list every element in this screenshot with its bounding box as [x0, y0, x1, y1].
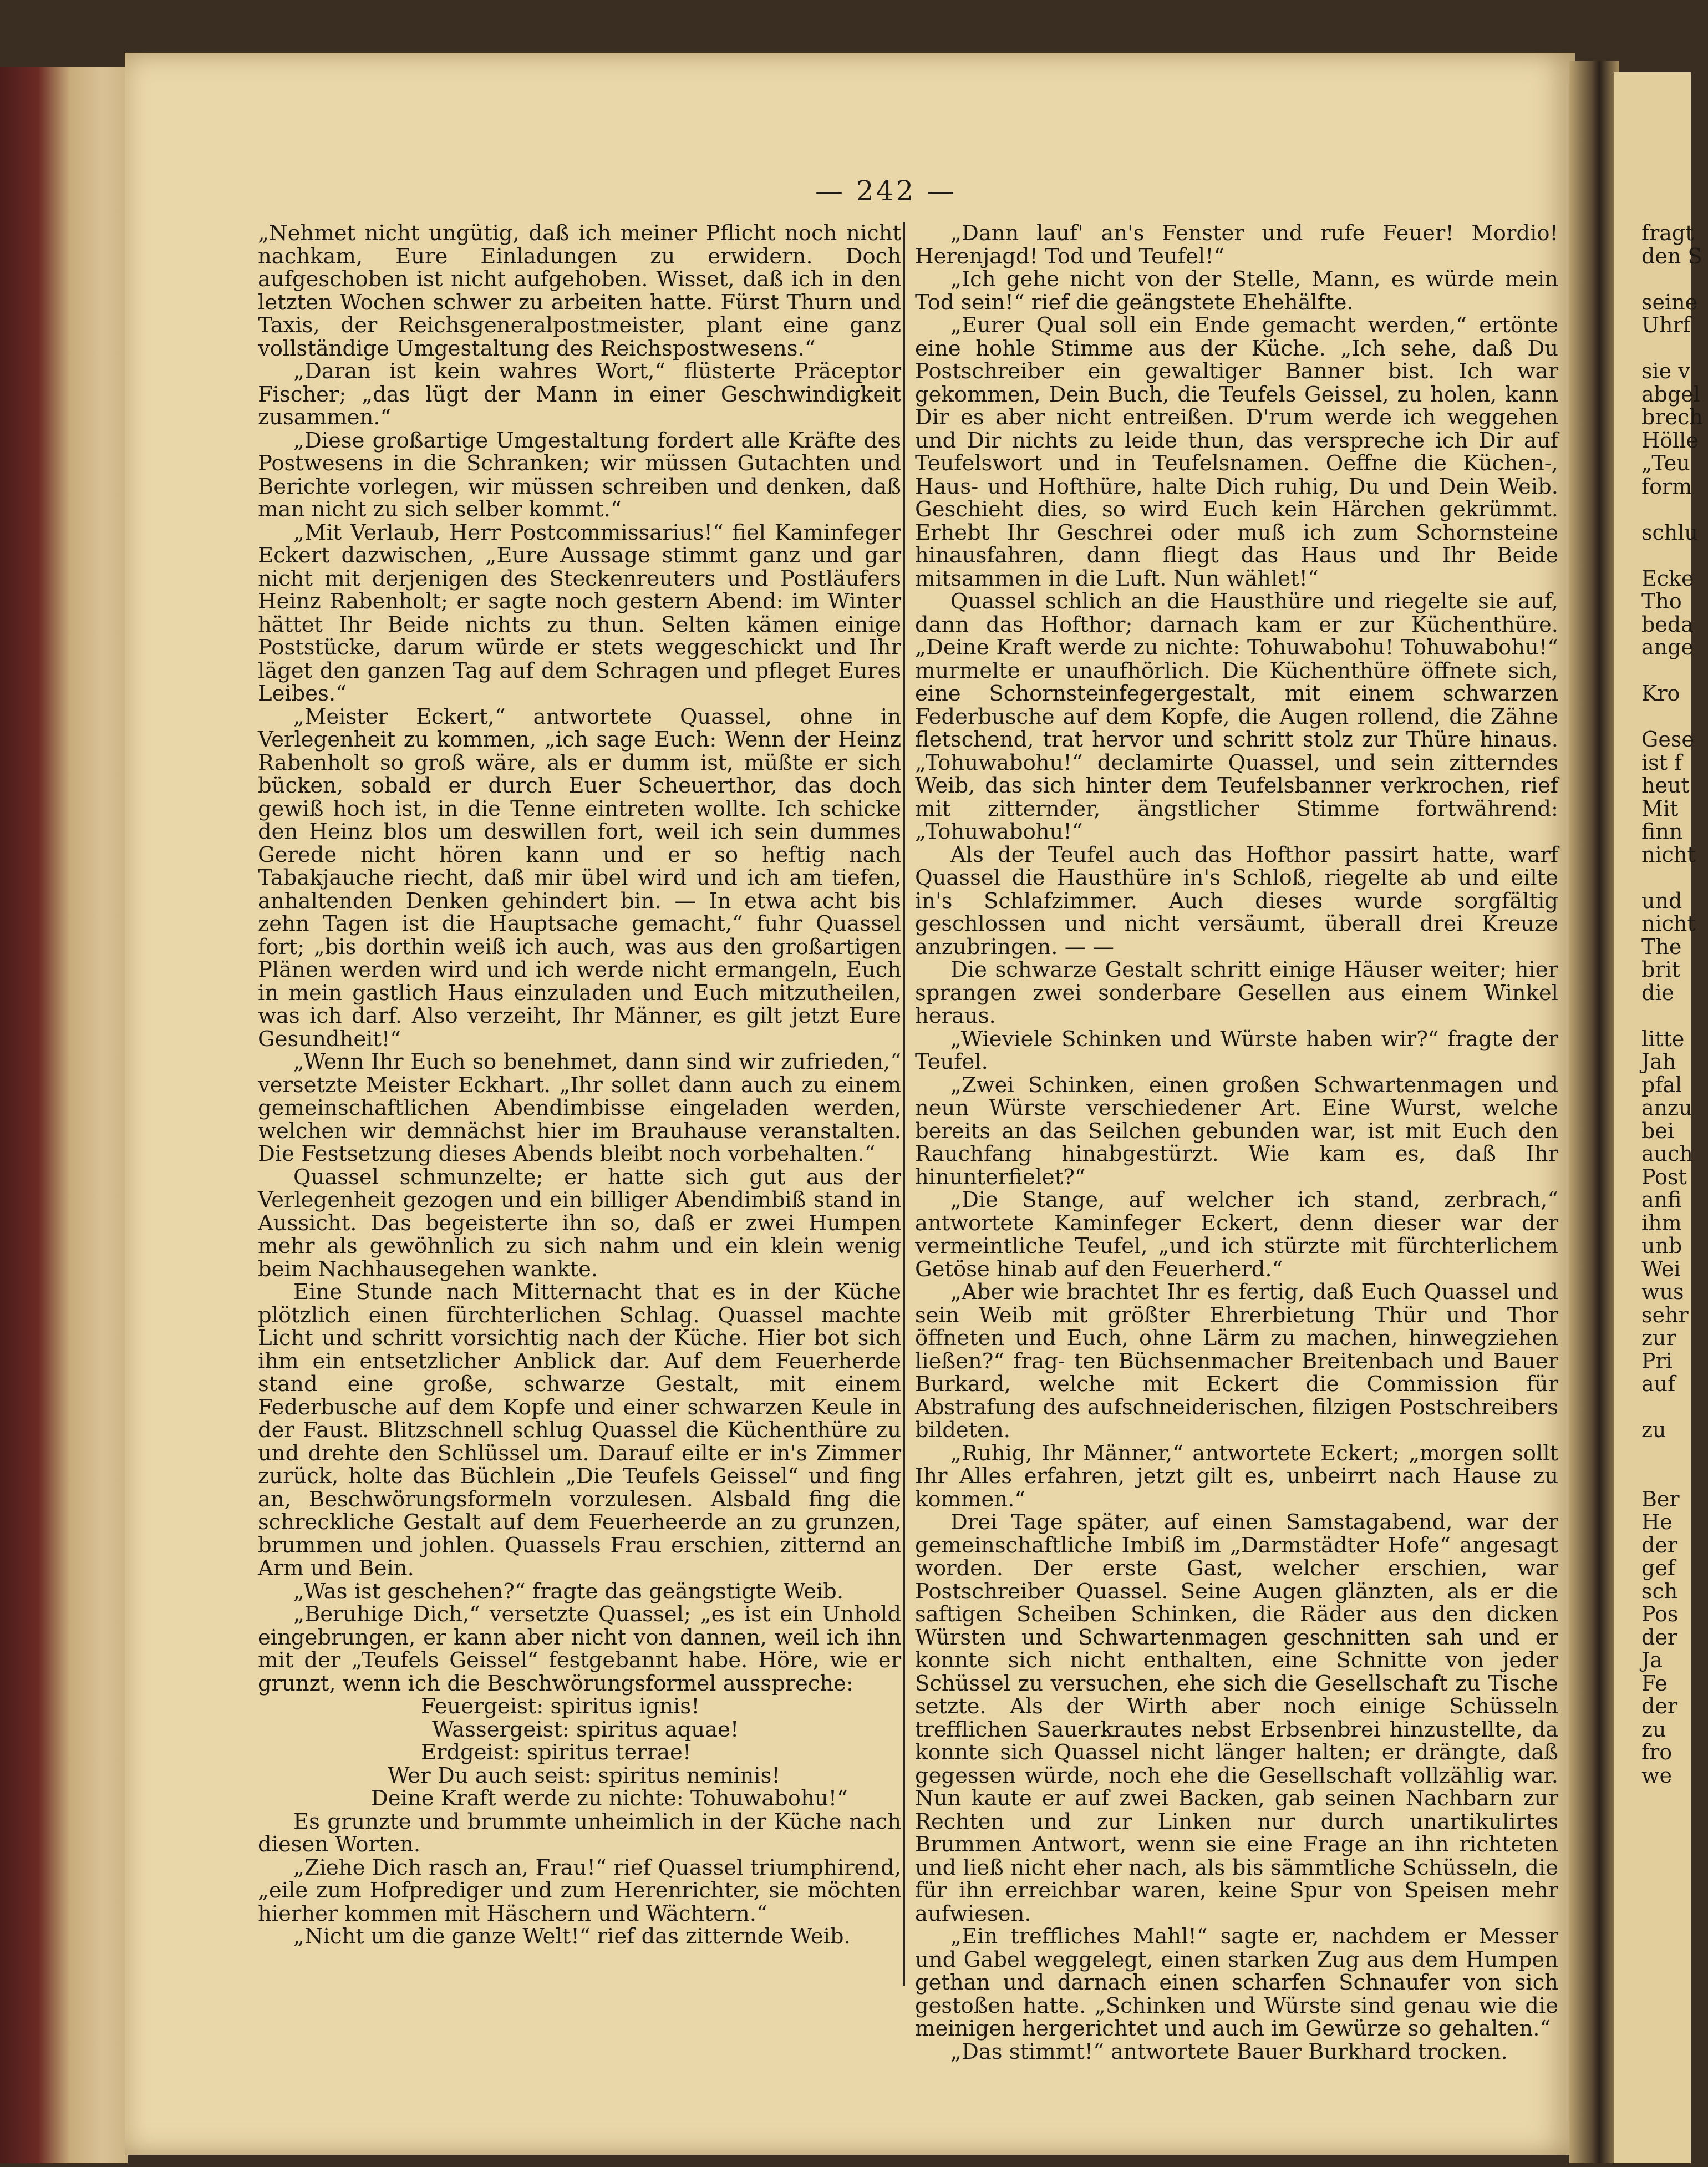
paragraph: „Diese großartige Umgestaltung fordert alle Kräfte des Postwesens in die Schranken; wir müssen Gutachten und Berichte vorlegen, wir müssen schreiben und denken, daß man nicht zu sich selber kommt.“: [258, 428, 901, 522]
paragraph: „Meister Eckert,“ antwortete Quassel, ohne in Verlegenheit zu kommen, „ich sage Euch: Wenn der Heinz Rabenholt so groß wäre, als er dumm ist, müßte er sich bücken, sobald er durch Euer Scheuerthor, das doch gewiß hoch ist, in die Tenne eintreten wollte. Ich schicke den Heinz blos um deswillen fort, weil ich sein dummes Gerede nicht hören kann und er so heftig nach Tabakjauche riecht, daß mir übel wird und ich am tiefen, anhaltenden Denken gehindert bin. — In etwa acht bis zehn Tagen ist die Hauptsache gemacht,“ fuhr Quassel fort; „bis dorthin weiß ich auch, was aus den großartigen Plänen werden wird und ich werde nicht ermangeln, Euch in mein gastlich Haus einzuladen und Euch mitzutheilen, was ich darf. Also verzeiht, Ihr Männer, es gilt jetzt Eure Gesundheit!“: [258, 704, 901, 1052]
fragment-line: der: [1641, 1625, 1678, 1650]
verse-line: Deine Kraft werde zu nichte: Tohuwabohu!“: [371, 1786, 848, 1811]
page-number: — 242 —: [815, 175, 957, 207]
fragment-line: der: [1641, 1694, 1678, 1718]
paragraph: „Das stimmt!“ antwortete Bauer Burkhard trocken.: [950, 2039, 1508, 2064]
fragment-line: [1641, 544, 1708, 567]
fragment-line: beda: [1641, 612, 1694, 637]
fragment-line: form: [1641, 474, 1692, 499]
page-stack-edge: [0, 67, 128, 2163]
verse-line: Wer Du auch seist: spiritus neminis!: [388, 1763, 780, 1788]
fragment-line: Uhrf: [1641, 313, 1691, 337]
fragment-line: anzu: [1641, 1095, 1692, 1120]
paragraph: „Nicht um die ganze Welt!“ rief das zitternde Weib.: [293, 1924, 851, 1949]
fragment-line: [1641, 866, 1708, 890]
fragment-line: Jah: [1641, 1049, 1676, 1074]
paragraph: Quassel schmunzelte; er hatte sich gut aus der Verlegenheit gezogen und ein billiger Abendimbiß stand in Aussicht. Das begeisterte ihn so, daß er zwei Humpen mehr als gewöhnlich zu sich nahm und ein klein wenig beim Nachhausegehen wankte.: [258, 1164, 901, 1282]
paragraph: „Daran ist kein wahres Wort,“ flüsterte Präceptor Fischer; „das lügt der Mann in einer Geschwindigkeit zusammen.“: [258, 359, 901, 430]
fragment-line: Tho: [1641, 589, 1682, 613]
paragraph: „Nehmet nicht ungütig, daß ich meiner Pflicht noch nicht nachkam, Eure Einladungen zu erwidern. Doch aufgeschoben ist nicht aufgehoben. Wisset, daß ich in den letzten Wochen schwer zu arbeiten hatte. Fürst Thurn und Taxis, der Reichsgeneralpostmeister, plant eine ganz vollständige Umgestaltung des Reichspostwesens.“: [258, 221, 901, 361]
right-page-fragments: [1641, 222, 1708, 1787]
fragment-line: Fe: [1641, 1671, 1668, 1696]
fragment-line: The: [1641, 934, 1682, 959]
fragment-line: schlu: [1641, 520, 1698, 545]
paragraph: „Eurer Qual soll ein Ende gemacht werden,“ ertönte eine hohle Stimme aus der Küche. „Ich sehe, daß Du Postschreiber ein gewaltiger Banner bist. Ich war gekommen, Dein Buch, die Teufels Geissel, zu holen, kann Dir es aber nicht entreißen. D'rum werde ich weggehen und Dir nichts zu leide thun, das verspreche ich Dir auf Teufelswort und in Teufelsnamen. Oeffne die Küchen-, Haus- und Hofthüre, halte Dich ruhig, Du und Dein Weib. Geschieht dies, so wird Euch kein Härchen gekrümmt. Erhebt Ihr Geschrei oder muß ich zum Schornsteine hinausfahren, dann fliegt das Haus und Ihr Beide mitsammen in die Luft. Nun wählet!“: [915, 313, 1558, 591]
paragraph: Es grunzte und brummte unheimlich in der Küche nach diesen Worten.: [258, 1809, 901, 1857]
fragment-line: brit: [1641, 957, 1680, 982]
paragraph: „Wenn Ihr Euch so benehmet, dann sind wir zufrieden,“ versetzte Meister Eckhart. „Ihr sollet dann auch zu einem gemeinschaftlichen Abendimbisse eingeladen werden, welchen wir demnächst hier im Brauhause veranstalten. Die Festsetzung dieses Abends bleibt noch vorbehalten.“: [258, 1049, 901, 1166]
fragment-line: [1641, 337, 1708, 361]
fragment-line: [1641, 706, 1708, 729]
fragment-line: brech: [1641, 405, 1703, 429]
fragment-line: bei: [1641, 1118, 1674, 1143]
paragraph: „Die Stange, auf welcher ich stand, zerbrach,“ antwortete Kaminfeger Eckert, denn dieser war der vermeintliche Teufel, „und ich stürzte mit fürchterlichem Getöse hinab auf den Feuerherd.“: [915, 1187, 1558, 1282]
fragment-line: [1641, 1442, 1708, 1465]
fragment-line: zu: [1641, 1418, 1666, 1442]
fragment-line: Gese: [1641, 727, 1694, 752]
fragment-line: [1641, 498, 1708, 521]
fragment-line: und: [1641, 888, 1682, 913]
fragment-line: [1641, 1396, 1708, 1419]
paragraph: Eine Stunde nach Mitternacht that es in der Küche plötzlich einen fürchterlichen Schlag. Quassel machte Licht und schritt vorsichtig nach der Küche. Hier bot sich ihm ein entsetzlicher Anblick dar. Auf dem Feuerherde stand eine große, schwarze Gestalt, mit einem Federbusche auf dem Kopfe und einer schwarzen Keule in der Faust. Blitzschnell schlug Quassel die Küchenthüre zu und drehte den Schlüssel um. Darauf eilte er in's Zimmer zurück, holte das Büchlein „Die Teufels Geissel“ und fing an, Beschwörungsformeln vorzulesen. Alsbald fing die schreckliche Gestalt auf dem Feuerheerde an zu grunzen, brummen und johlen. Quassels Frau erschien, zitternd an Arm und Bein.: [258, 1280, 901, 1581]
fragment-line: zu: [1641, 1717, 1666, 1742]
fragment-line: Kro: [1641, 681, 1680, 706]
fragment-line: gef: [1641, 1556, 1675, 1580]
fragment-line: heut: [1641, 773, 1690, 798]
paragraph: Drei Tage später, auf einen Samstagabend, war der gemeinschaftliche Imbiß im „Darmstädter Hofe“ angesagt worden. Der erste Gast, welcher erschien, war Postschreiber Quassel. Seine Augen glänzten, als er die saftigen Scheiben Schinken, die Räder aus den dicken Würsten und Schwartenmagen geschnitten sah und er konnte sich nicht enthalten, eine Schnitte von jeder Schüssel zu versuchen, ehe sich die Gesellschaft zu Tische setzte. Als der Wirth aber noch einige Schüsseln trefflichen Sauerkrautes nebst Erbsenbrei hinzustellte, da konnte sich Quassel nicht länger halten; er drängte, daß gegessen würde, noch ehe die Gesellschaft vollzählig war. Nun kaute er auf zwei Backen, gab seinen Nachbarn zur Rechten und zur Linken nur durch unartikulirtes Brummen Antwort, wenn sie eine Frage an ihn richteten und ließ nicht eher nach, als bis sämmtliche Schüsseln, die für ihn erreichbar waren, keine Spur von Speisen mehr aufwiesen.: [915, 1510, 1558, 1926]
left-text-column: [258, 222, 901, 1948]
paragraph: „Ein treffliches Mahl!“ sagte er, nachdem er Messer und Gabel weggelegt, einen starken Zug aus dem Humpen gethan und darnach einen scharfen Schnaufer von sich gestoßen hatte. „Schinken und Würste sind genau wie die meinigen hergerichtet und auch im Gewürze so gehalten.“: [915, 1924, 1558, 2041]
fragment-line: litte: [1641, 1026, 1685, 1051]
fragment-line: anfi: [1641, 1187, 1682, 1212]
fragment-line: Pri: [1641, 1348, 1673, 1373]
fragment-line: sch: [1641, 1579, 1678, 1603]
book-gutter: [1569, 61, 1619, 2163]
fragment-line: zur: [1641, 1326, 1676, 1350]
fragment-line: [1641, 1465, 1708, 1488]
paragraph: „Ruhig, Ihr Männer,“ antwortete Eckert; „morgen sollt Ihr Alles erfahren, jetzt gilt es, unbeirrt nach Hause zu kommen.“: [915, 1440, 1558, 1512]
fragment-line: Wei: [1641, 1256, 1681, 1281]
paragraph: Als der Teufel auch das Hofthor passirt hatte, warf Quassel die Hausthüre in's Schloß, riegelte ab und eilte in's Schlafzimmer. Auch dieses wurde sorgfältig geschlossen und nicht versäumt, überall drei Kreuze anzubringen. — —: [915, 842, 1558, 960]
right-text-column: [915, 222, 1558, 2063]
fragment-line: nicht: [1641, 911, 1696, 936]
fragment-line: finn: [1641, 819, 1683, 844]
fragment-line: den S: [1641, 243, 1702, 268]
fragment-line: ihm: [1641, 1210, 1682, 1235]
fragment-line: [1641, 268, 1708, 291]
verse-line: Erdgeist: spiritus terrae!: [421, 1740, 692, 1765]
paragraph: „Dann lauf' an's Fenster und rufe Feuer! Mordio! Herenjagd! Tod und Teufel!“: [915, 221, 1558, 269]
fragment-line: nicht: [1641, 842, 1696, 867]
fragment-line: pfal: [1641, 1072, 1682, 1097]
fragment-line: die: [1641, 980, 1674, 1005]
paragraph: „Aber wie brachtet Ihr es fertig, daß Euch Quassel und sein Weib mit größter Ehrerbietung Thür und Thor öffneten und Euch, ohne Lärm zu machen, hinwegziehen ließen?“ frag- ten Büchsenmacher Breitenbach und Bauer Burkard, welche mit Eckert die Commission für Abstrafung des aufschneiderischen, filzigen Postschreibers bildeten.: [915, 1280, 1558, 1443]
fragment-line: He: [1641, 1510, 1673, 1534]
paragraph: „Ich gehe nicht von der Stelle, Mann, es würde mein Tod sein!“ rief die geängstete Ehehälfte.: [915, 267, 1558, 315]
fragment-line: Post: [1641, 1164, 1687, 1189]
fragment-line: Hölle: [1641, 428, 1699, 453]
fragment-line: we: [1641, 1763, 1673, 1788]
fragment-line: [1641, 1004, 1708, 1028]
fragment-line: ist f: [1641, 750, 1682, 775]
fragment-line: Ecke: [1641, 566, 1694, 591]
fragment-line: Pos: [1641, 1602, 1679, 1626]
paragraph: „Zwei Schinken, einen großen Schwartenmagen und neun Würste verschiedener Art. Eine Wurst, welche bereits an das Seilchen gebunden war, ist mit Euch den Rauchfang hinabgestürzt. Wie kam es, daß Ihr hinunterfielet?“: [915, 1072, 1558, 1190]
paragraph: „Was ist geschehen?“ fragte das geängstigte Weib.: [293, 1579, 844, 1604]
fragment-line: Ja: [1641, 1648, 1663, 1672]
paragraph: „Ziehe Dich rasch an, Frau!“ rief Quassel triumphirend, „eile zum Hofprediger und zum Herenrichter, sie möchten hierher kommen mit Häschern und Wächtern.“: [258, 1855, 901, 1926]
fragment-line: sie v: [1641, 359, 1690, 383]
paragraph: Die schwarze Gestalt schritt einige Häuser weiter; hier sprangen zwei sonderbare Gesellen aus einem Winkel heraus.: [915, 957, 1558, 1028]
paragraph: „Mit Verlaub, Herr Postcommissarius!“ fiel Kaminfeger Eckert dazwischen, „Eure Aussage stimmt ganz und gar nicht mit derjenigen des Steckenreuters und Postläufers Heinz Rabenholt; er sagte noch gestern Abend: im Winter hättet Ihr Beide nichts zu thun. Selten kämen einige Poststücke, darum würde er stets weggeschickt und Ihr läget den ganzen Tag auf dem Schragen und pfleget Eures Leibes.“: [258, 520, 901, 706]
fragment-line: wus: [1641, 1280, 1684, 1304]
fragment-line: auf: [1641, 1372, 1676, 1396]
fragment-line: fro: [1641, 1740, 1673, 1764]
fragment-line: sehr: [1641, 1302, 1689, 1327]
fragment-line: ange: [1641, 635, 1694, 659]
fragment-line: auch: [1641, 1141, 1693, 1166]
fragment-line: fragt: [1641, 221, 1694, 245]
paragraph: „Beruhige Dich,“ versetzte Quassel; „es ist ein Unhold eingebrungen, er kann aber nicht von dannen, weil ich ihn mit der „Teufels Geissel“ festgebannt habe. Höre, wie er grunzt, wenn ich die Beschwörungsformel ausspreche:: [258, 1602, 901, 1696]
paragraph: „Wieviele Schinken und Würste haben wir?“ fragte der Teufel.: [915, 1026, 1558, 1074]
verse-line: Wassergeist: spiritus aquae!: [432, 1717, 739, 1742]
fragment-line: Ber: [1641, 1486, 1680, 1511]
fragment-line: der: [1641, 1532, 1678, 1557]
fragment-line: [1641, 659, 1708, 683]
fragment-line: Mit: [1641, 796, 1679, 821]
fragment-line: „Teu: [1641, 451, 1690, 475]
fragment-line: abgel: [1641, 382, 1700, 407]
column-divider: [903, 222, 905, 1986]
fragment-line: seine: [1641, 290, 1698, 314]
paragraph: Quassel schlich an die Hausthüre und riegelte sie auf, dann das Hofthor; darnach kam er zur Küchenthüre. „Deine Kraft werde zu nichte: Tohuwabohu! Tohuwabohu!“ murmelte er unaufhörlich. Die Küchenthüre öffnete sich, eine Schornsteinfegergestalt, mit einem schwarzen Federbusche auf dem Kopfe, die Augen rollend, die Zähne fletschend, trat hervor und schritt stolz zur Thüre hinaus. „Tohuwabohu!“ declamirte Quassel, und sein zitterndes Weib, das sich hinter dem Teufelsbanner verkrochen, rief mit zitternder, ängstlicher Stimme fortwährend: „Tohuwabohu!“: [915, 589, 1558, 844]
fragment-line: unb: [1641, 1234, 1682, 1258]
verse-line: Feuergeist: spiritus ignis!: [421, 1694, 700, 1719]
